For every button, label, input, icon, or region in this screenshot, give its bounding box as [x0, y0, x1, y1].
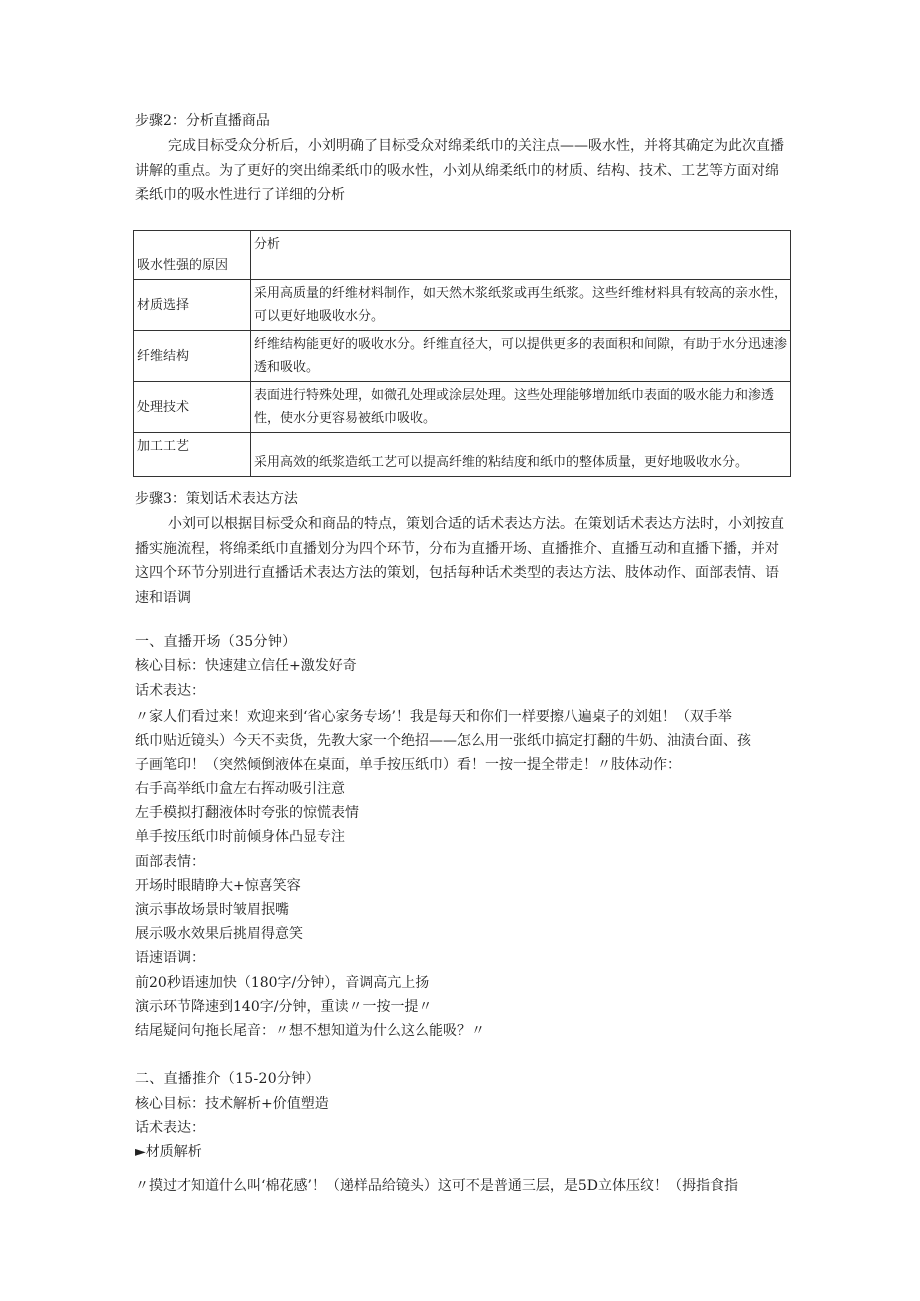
tone-label: 语速语调： — [135, 950, 205, 966]
step2-paragraph: 完成目标受众分析后，小刘明确了目标受众对绵柔纸巾的关注点——吸水性，并将其确定为此次直播讲解的重点。为了更好的突出绵柔纸巾的吸水性，小刘从绵柔纸巾的材质、结构、技术、工艺等方面对绵柔纸巾的吸水性进行了详细的分析 — [135, 138, 784, 203]
table-row — [134, 280, 791, 331]
table-header-reason: 吸水性强的原因 — [134, 231, 251, 280]
face-item: 展示吸水效果后挑眉得意笑 — [135, 926, 303, 942]
table-cell-analysis: 采用高效的纸浆造纸工艺可以提高纤维的粘结度和纸巾的整体质量，更好地吸收水分。 — [251, 433, 791, 477]
body-action-item: 右手高举纸巾盒左右挥动吸引注意 — [135, 781, 345, 797]
table-cell-analysis: 纤维结构能更好的吸收水分。纤维直径大，可以提供更多的表面积和间隙，有助于水分迅速渗透和吸收。 — [251, 331, 791, 382]
table-cell-reason: 处理技术 — [134, 382, 251, 433]
table-cell-analysis: 表面进行特殊处理，如微孔处理或涂层处理。这些处理能够增加纸巾表面的吸水能力和渗透性，使水分更容易被纸巾吸收。 — [251, 382, 791, 433]
table-row — [134, 382, 791, 433]
section2-title: 二、直播推介（15-20分钟） — [135, 1071, 320, 1087]
section2-speech-label: 话术表达： — [135, 1120, 205, 1136]
section1-speech-line: 〃家人们看过来！欢迎来到‘省心家务专场’！我是每天和你们一样要擦八遍桌子的刘姐！（双手举 — [135, 709, 732, 725]
table-cell-reason: 材质选择 — [134, 280, 251, 331]
table-row — [134, 331, 791, 382]
table-row — [134, 433, 791, 477]
face-item: 开场时眼睛睁大+惊喜笑容 — [135, 878, 301, 894]
analysis-table — [133, 230, 791, 477]
section1-title: 一、直播开场（35分钟） — [135, 634, 297, 650]
tone-item: 演示环节降速到140字/分钟，重读〃一按一提〃 — [135, 999, 433, 1015]
step3-paragraph: 小刘可以根据目标受众和商品的特点，策划合适的话术表达方法。在策划话术表达方法时，小刘按直播实施流程，将绵柔纸巾直播划分为四个环节，分布为直播开场、直播推介、直播互动和直播下播，并对这四个环节分别进行直播话术表达方法的策划，包括每种话术类型的表达方法、肢体动作、面部表情、语速和语调 — [135, 516, 784, 606]
step3-heading: 步骤3：策划话术表达方法 — [135, 491, 298, 507]
table-header-row — [134, 231, 791, 280]
section2-speech-line: 〃摸过才知道什么叫‘棉花感’！（递样品给镜头）这可不是普通三层，是5D立体压纹！（拇指食指 — [135, 1178, 739, 1194]
section1-speech-line: 子画笔印！（突然倾倒液体在桌面，单手按压纸巾）看！一按一提全带走！〃肢体动作： — [135, 757, 681, 773]
section2-sub-heading: ►材质解析 — [135, 1144, 202, 1160]
tone-item: 前20秒语速加快（180字/分钟），音调高亢上扬 — [135, 975, 430, 991]
body-action-item: 单手按压纸巾时前倾身体凸显专注 — [135, 829, 345, 845]
section1-goal: 核心目标：快速建立信任+激发好奇 — [135, 658, 357, 674]
body-action-item: 左手模拟打翻液体时夸张的惊慌表情 — [135, 805, 359, 821]
face-label: 面部表情： — [135, 854, 205, 870]
step2-heading: 步骤2：分析直播商品 — [135, 113, 270, 129]
section1-speech-line: 纸巾贴近镜头）今天不卖货，先教大家一个绝招——怎么用一张纸巾搞定打翻的牛奶、油渍台面、孩 — [135, 733, 751, 749]
table-header-analysis: 分析 — [251, 231, 791, 280]
table-cell-analysis: 采用高质量的纤维材料制作，如天然木浆纸浆或再生纸浆。这些纤维材料具有较高的亲水性，可以更好地吸收水分。 — [251, 280, 791, 331]
section1-speech-label: 话术表达： — [135, 683, 205, 699]
table-cell-reason: 纤维结构 — [134, 331, 251, 382]
section2-goal: 核心目标：技术解析+价值塑造 — [135, 1096, 329, 1112]
table-cell-reason: 加工工艺 — [134, 433, 251, 477]
face-item: 演示事故场景时皱眉抿嘴 — [135, 902, 289, 918]
tone-item: 结尾疑问句拖长尾音：〃想不想知道为什么这么能吸？〃 — [135, 1023, 485, 1039]
